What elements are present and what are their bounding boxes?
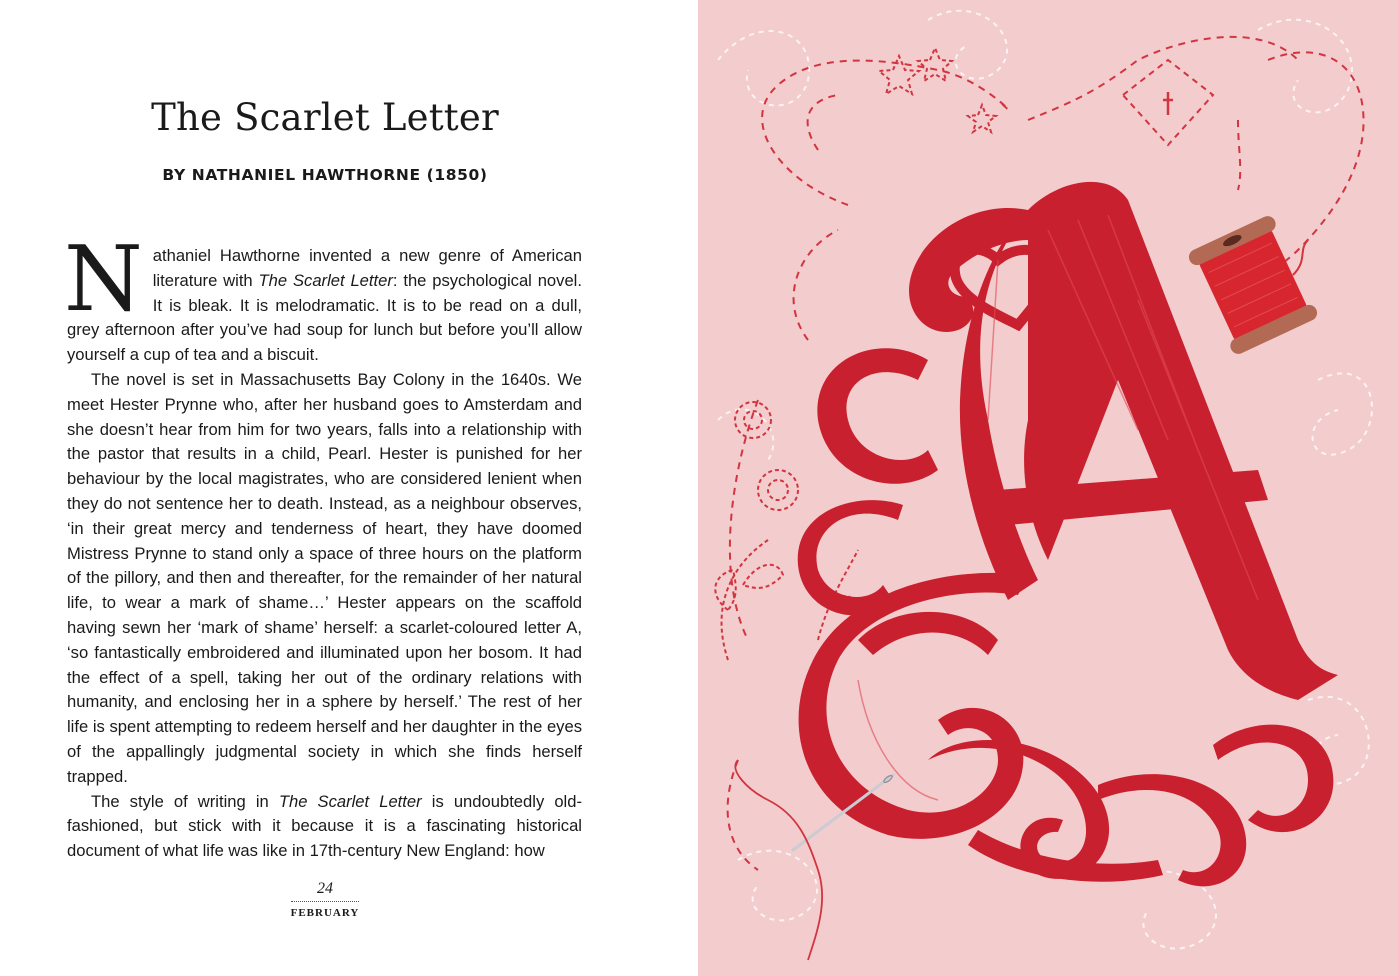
folio-month: FEBRUARY	[290, 907, 360, 919]
paragraph-3	[67, 790, 582, 864]
paragraph-1	[64, 227, 582, 368]
illustration-page	[698, 0, 1398, 976]
paragraph-1-text-c: : the psychological novel. It is bleak. It is melodramatic. It is to be read on a dull, grey afternoon after you’ve had soup for lunch but before you’ll allow yourself a cup of tea and a biscuit.	[67, 270, 582, 365]
paragraph-3-text-c: is undoubtedly old-fashioned, but stick with it because it is a fascinating historical document of what life was like in 17th-century New England: how	[67, 791, 582, 861]
folio-divider	[291, 901, 359, 902]
paragraph-3-text-a: The style of writing in	[91, 791, 279, 811]
embroidered-letter-a-illustration	[698, 0, 1398, 976]
drop-cap: N	[64, 227, 143, 332]
body-text	[64, 227, 582, 864]
author-byline: BY NATHANIEL HAWTHORNE (1850)	[162, 166, 488, 184]
paragraph-1-text-a: athaniel Hawthorne invented a new genre of American literature with	[152, 246, 582, 290]
book-title-italic-2: The Scarlet Letter	[278, 791, 422, 811]
page-number: 24	[317, 880, 333, 897]
book-title-italic: The Scarlet Letter	[258, 270, 393, 290]
page-folio	[275, 880, 375, 919]
left-page	[0, 0, 698, 976]
page-title: The Scarlet Letter	[151, 96, 499, 139]
paragraph-2: The novel is set in Massachusetts Bay Colony in the 1640s. We meet Hester Prynne who, after her husband goes to Amsterdam and she doesn’t hear from him for two years, falls into a relationship with the pastor that results in a child, Pearl. Hester is punished for her behaviour by the local magistrates, who are considered lenient when they do not sentence her to death. Instead, as a neighbour observes, ‘in their great mercy and tenderness of heart, they have doomed Mistress Prynne to stand only a space of three hours on the platform of the pillory, and then and thereafter, for the remainder of her natural life, to wear a mark of shame…’ Hester appears on the scaffold having sewn her ‘mark of shame’ herself: a scarlet-coloured letter A, ‘so fantastically embroidered and illuminated upon her bosom. It had the effect of a spell, taking her out of the ordinary relations with humanity, and enclosing her in a sphere by herself.’ The rest of her life is spent attempting to redeem herself and her daughter in the eyes of the appallingly judgmental society in which she finds herself trapped.	[67, 369, 582, 786]
